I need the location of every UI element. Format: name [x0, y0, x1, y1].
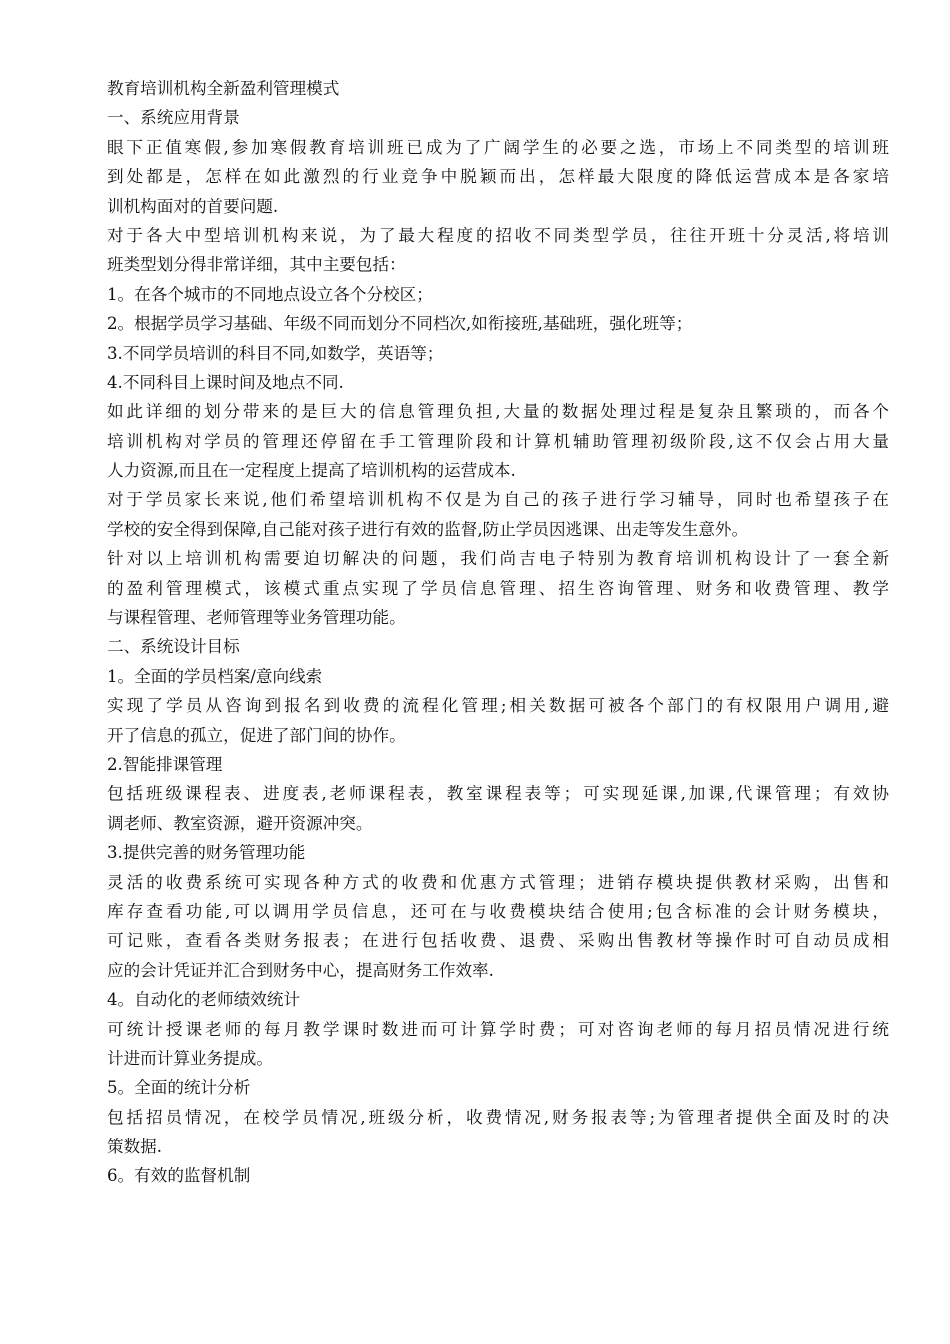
text-line: 对于学员家长来说,他们希望培训机构不仅是为自己的孩子进行学习辅导，同时也希望孩子在	[107, 490, 889, 510]
text-line: 3.不同学员培训的科目不同,如数学，英语等；	[107, 343, 444, 363]
text-line: 包括招员情况，在校学员情况,班级分析，收费情况,财务报表等;为管理者提供全面及时的决	[107, 1107, 889, 1127]
text-line: 2.智能排课管理	[107, 754, 223, 774]
text-line: 5。全面的统计分析	[107, 1078, 251, 1098]
text-line: 如此详细的划分带来的是巨大的信息管理负担,大量的数据处理过程是复杂且繁琐的，而各个	[107, 402, 889, 422]
text-line: 4。自动化的老师绩效统计	[107, 990, 301, 1010]
text-line: 二、系统设计目标	[107, 637, 240, 657]
text-line: 可记账，查看各类财务报表；在进行包括收费、退费、采购出售教材等操作时可自动员成相	[107, 931, 889, 951]
text-line: 训机构面对的首要问题.	[107, 196, 279, 216]
text-line: 6。有效的监督机制	[107, 1166, 251, 1186]
text-line: 一、系统应用背景	[107, 108, 240, 128]
text-line: 对于各大中型培训机构来说，为了最大程度的招收不同类型学员，往往开班十分灵活,将培训	[107, 225, 889, 245]
text-line: 的盈利管理模式，该模式重点实现了学员信息管理、招生咨询管理、财务和收费管理、教学	[107, 578, 889, 598]
text-line: 库存查看功能,可以调用学员信息，还可在与收费模块结合使用;包含标准的会计财务模块，	[107, 901, 889, 921]
text-line: 实现了学员从咨询到报名到收费的流程化管理;相关数据可被各个部门的有权限用户调用,避	[107, 696, 889, 716]
text-line: 可统计授课老师的每月教学课时数进而可计算学时费；可对咨询老师的每月招员情况进行统	[107, 1019, 889, 1039]
text-line: 培训机构对学员的管理还停留在手工管理阶段和计算机辅助管理初级阶段,这不仅会占用大量	[107, 431, 889, 451]
text-line: 策数据.	[107, 1137, 163, 1157]
text-line: 人力资源,而且在一定程度上提高了培训机构的运营成本.	[107, 461, 516, 481]
text-line: 1。全面的学员档案/意向线索	[107, 666, 323, 686]
text-line: 学校的安全得到保障,自己能对孩子进行有效的监督,防止学员因逃课、出走等发生意外。	[107, 519, 749, 539]
text-line: 灵活的收费系统可实现各种方式的收费和优惠方式管理；进销存模块提供教材采购，出售和	[107, 872, 889, 892]
text-line: 到处都是，怎样在如此激烈的行业竞争中脱颖而出，怎样最大限度的降低运营成本是各家培	[107, 167, 889, 187]
text-line: 与课程管理、老师管理等业务管理功能。	[107, 608, 406, 628]
text-line: 班类型划分得非常详细，其中主要包括：	[107, 255, 406, 275]
text-line: 1。在各个城市的不同地点设立各个分校区；	[107, 284, 433, 304]
text-line: 调老师、教室资源，避开资源冲突。	[107, 813, 373, 833]
text-line: 2。根据学员学习基础、年级不同而划分不同档次,如衔接班,基础班，强化班等；	[107, 314, 693, 334]
text-line: 4.不同科目上课时间及地点不同.	[107, 372, 344, 392]
text-line: 眼下正值寒假,参加寒假教育培训班已成为了广阔学生的必要之选，市场上不同类型的培训班	[107, 137, 889, 157]
text-line: 开了信息的孤立，促进了部门间的协作。	[107, 725, 406, 745]
text-line: 3.提供完善的财务管理功能	[107, 843, 306, 863]
text-line: 包括班级课程表、进度表,老师课程表，教室课程表等；可实现延课,加课,代课管理；有效协	[107, 784, 889, 804]
text-line: 教育培训机构全新盈利管理模式	[107, 79, 340, 98]
text-line: 计进而计算业务提成。	[107, 1048, 273, 1068]
text-line: 针对以上培训机构需要迫切解决的问题，我们尚吉电子特别为教育培训机构设计了一套全新	[107, 549, 889, 569]
text-line: 应的会计凭证并汇合到财务中心，提高财务工作效率.	[107, 960, 494, 980]
document-page	[107, 74, 889, 1191]
